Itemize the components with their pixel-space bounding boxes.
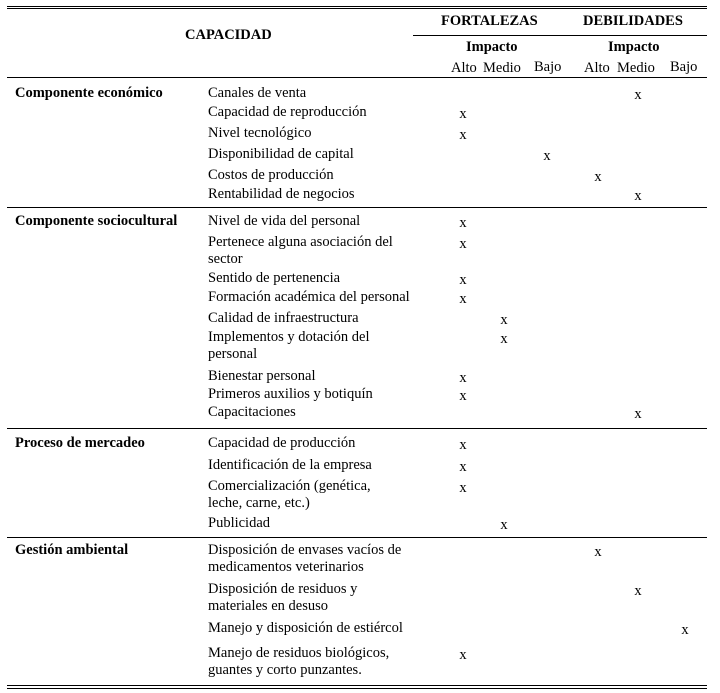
top-rule-2 bbox=[7, 8, 707, 9]
impact-mark: x bbox=[634, 87, 642, 103]
header-d-alto: Alto bbox=[584, 60, 610, 76]
impact-mark: x bbox=[594, 544, 602, 560]
row-label: Comercialización (genética, bbox=[208, 478, 371, 494]
row-label: Implementos y dotación del bbox=[208, 329, 370, 345]
header-f-alto: Alto bbox=[451, 60, 477, 76]
row-label: Disposición de residuos y bbox=[208, 581, 358, 597]
row-label: personal bbox=[208, 346, 258, 362]
row-label: Manejo de residuos biológicos, bbox=[208, 645, 390, 661]
impact-mark: x bbox=[634, 583, 642, 599]
header-f-medio: Medio bbox=[483, 60, 521, 76]
row-label: leche, carne, etc.) bbox=[208, 495, 310, 511]
impact-mark: x bbox=[594, 169, 602, 185]
impact-mark: x bbox=[459, 647, 467, 663]
row-label: Primeros auxilios y botiquín bbox=[208, 386, 373, 402]
section-name: Componente sociocultural bbox=[15, 213, 178, 229]
bottom-rule-2 bbox=[7, 688, 707, 689]
row-label: Capacidad de producción bbox=[208, 435, 356, 451]
section-name: Gestión ambiental bbox=[15, 542, 129, 558]
top-rule bbox=[7, 6, 707, 7]
row-label: Bienestar personal bbox=[208, 368, 316, 384]
impact-mark: x bbox=[459, 106, 467, 122]
header-bottom-rule bbox=[7, 77, 707, 78]
impact-mark: x bbox=[500, 312, 508, 328]
row-label: medicamentos veterinarios bbox=[208, 559, 364, 575]
row-label: Pertenece alguna asociación del bbox=[208, 234, 393, 250]
section-rule-2 bbox=[7, 428, 707, 429]
impact-mark: x bbox=[500, 517, 508, 533]
impact-mark: x bbox=[459, 437, 467, 453]
row-label: Rentabilidad de negocios bbox=[208, 186, 355, 202]
impact-mark: x bbox=[459, 272, 467, 288]
header-debilidades: DEBILIDADES bbox=[583, 13, 683, 29]
row-label: Manejo y disposición de estiércol bbox=[208, 620, 403, 636]
row-label: Costos de producción bbox=[208, 167, 334, 183]
row-label: sector bbox=[208, 251, 243, 267]
impact-mark: x bbox=[459, 370, 467, 386]
impact-mark: x bbox=[459, 236, 467, 252]
impact-mark: x bbox=[459, 215, 467, 231]
row-label: Disponibilidad de capital bbox=[208, 146, 354, 162]
section-rule-1 bbox=[7, 207, 707, 208]
impact-mark: x bbox=[459, 388, 467, 404]
impact-mark: x bbox=[459, 291, 467, 307]
row-label: Canales de venta bbox=[208, 85, 307, 101]
impact-mark: x bbox=[459, 459, 467, 475]
row-label: Nivel de vida del personal bbox=[208, 213, 361, 229]
header-impacto-fortalezas: Impacto bbox=[466, 39, 518, 55]
impact-mark: x bbox=[459, 127, 467, 143]
header-f-bajo: Bajo bbox=[534, 59, 562, 75]
impact-mark: x bbox=[634, 406, 642, 422]
row-label: Publicidad bbox=[208, 515, 271, 531]
row-label: Capacidad de reproducción bbox=[208, 104, 367, 120]
row-label: guantes y corto punzantes. bbox=[208, 662, 362, 678]
row-label: Disposición de envases vacíos de bbox=[208, 542, 402, 558]
header-d-bajo: Bajo bbox=[670, 59, 698, 75]
header-impacto-debilidades: Impacto bbox=[608, 39, 660, 55]
section-rule-3 bbox=[7, 537, 707, 538]
header-capacidad: CAPACIDAD bbox=[185, 27, 272, 43]
header-fortalezas: FORTALEZAS bbox=[441, 13, 538, 29]
impact-mark: x bbox=[500, 331, 508, 347]
section-name: Proceso de mercadeo bbox=[15, 435, 145, 451]
row-label: materiales en desuso bbox=[208, 598, 328, 614]
section-name: Componente económico bbox=[15, 85, 163, 101]
row-label: Nivel tecnológico bbox=[208, 125, 312, 141]
row-label: Identificación de la empresa bbox=[208, 457, 372, 473]
row-label: Calidad de infraestructura bbox=[208, 310, 359, 326]
row-label: Sentido de pertenencia bbox=[208, 270, 341, 286]
bottom-rule bbox=[7, 685, 707, 686]
impact-mark: x bbox=[543, 148, 551, 164]
row-label: Formación académica del personal bbox=[208, 289, 410, 305]
impact-mark: x bbox=[459, 480, 467, 496]
group-header-rule bbox=[413, 35, 707, 36]
row-label: Capacitaciones bbox=[208, 404, 296, 420]
impact-mark: x bbox=[681, 622, 689, 638]
impact-mark: x bbox=[634, 188, 642, 204]
header-d-medio: Medio bbox=[617, 60, 655, 76]
